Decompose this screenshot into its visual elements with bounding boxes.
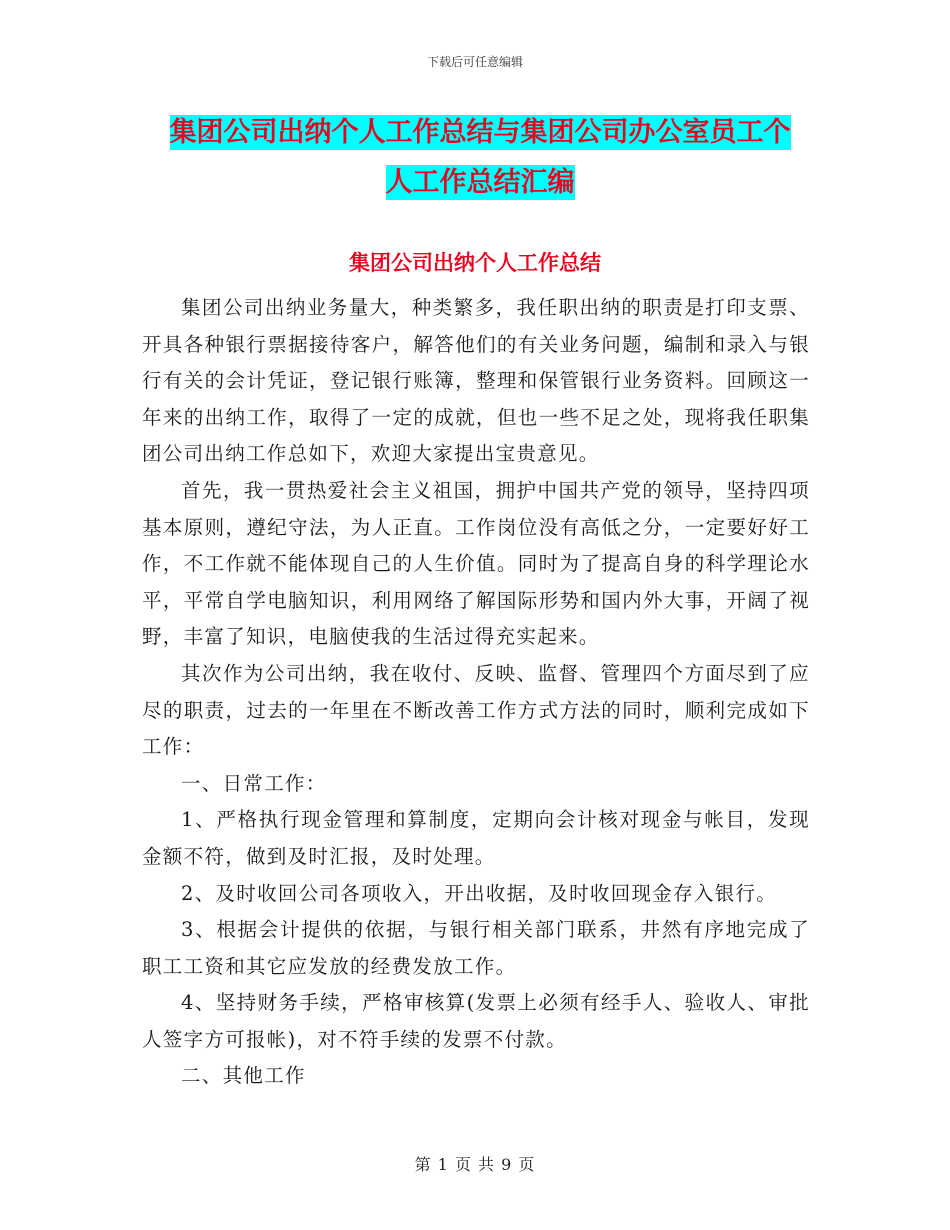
page-number-footer: 第 1 页 共 9 页 [414, 1155, 536, 1174]
document-title-line-2: 人工作总结汇编 [385, 167, 575, 198]
document-title [140, 108, 820, 208]
list-item-1: 1、严格执行现金管理和算制度，定期向会计核对现金与帐目，发现金额不符，做到及时汇报，及时处理。 [142, 808, 810, 868]
document-body [142, 290, 810, 1095]
list-item-4: 4、坚持财务手续，严格审核算(发票上必须有经手人、验收人、审批人签字方可报帐)，对不符手续的发票不付款。 [142, 991, 810, 1051]
list-item-3: 3、根据会计提供的依据，与银行相关部门联系，井然有序地完成了职工工资和其它应发放的经费发放工作。 [142, 918, 810, 978]
list-item-2: 2、及时收回公司各项收入，开出收据，及时收回现金存入银行。 [181, 881, 778, 905]
paragraph-intro: 集团公司出纳业务量大，种类繁多，我任职出纳的职责是打印支票、开具各种银行票据接待客户，解答他们的有关业务问题，编制和录入与银行有关的会计凭证，登记银行账簿，整理和保管银行业务资料。回顾这一年来的出纳工作，取得了一定的成就，但也一些不足之处，现将我任职集团公司出纳工作总如下，欢迎大家提出宝贵意见。 [142, 296, 810, 466]
section-title: 集团公司出纳个人工作总结 [349, 250, 601, 275]
paragraph-second: 其次作为公司出纳，我在收付、反映、监督、管理四个方面尽到了应尽的职责，过去的一年里在不断改善工作方式方法的同时，顺利完成如下工作： [142, 661, 810, 759]
heading-other-work: 二、其他工作 [181, 1064, 306, 1088]
heading-daily-work: 一、日常工作： [181, 771, 327, 795]
document-title-line-1: 集团公司出纳个人工作总结与集团公司办公室员工个 [169, 117, 791, 148]
paragraph-first: 首先，我一贯热爱社会主义祖国，拥护中国共产党的领导，坚持四项基本原则，遵纪守法，为人正直。工作岗位没有高低之分，一定要好好工作，不工作就不能体现自己的人生价值。同时为了提高自身的科学理论水平，平常自学电脑知识，利用网络了解国际形势和国内外大事，开阔了视野，丰富了知识，电脑使我的生活过得充实起来。 [142, 478, 810, 649]
header-note: 下载后可任意编辑 [426, 55, 523, 69]
